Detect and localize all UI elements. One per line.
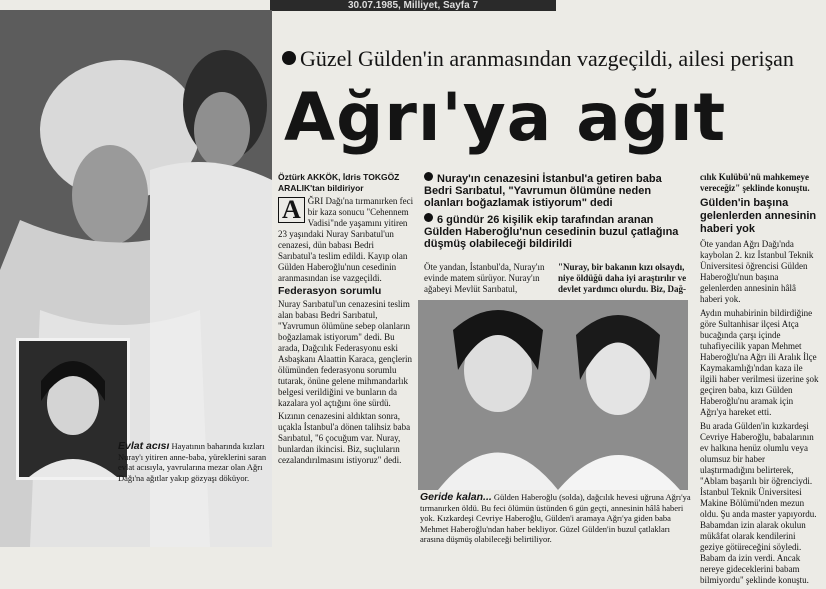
right-paragraph-3: Bu arada Gülden'in kızkardeşi Cevriye Haberoğlu, babalarının ev halkına henüz olumlu veya olumsuz bir haber ulaştırmadığını belirterek, "Ablam başarılı bir öğrenciydi. İstanbul Teknik Üniversitesi Makine Bölümü'nden mezun oldu. Şu anda master yapıyordu. Babamdan izin alarak okulun mükâfat olarak kendilerini geziye götüreceğini söyledi. Babam da izin verdi. Ancak nereye gideceklerini babam bilmiyordu" şeklinde konuştu.	[700, 421, 817, 585]
subhead-gulden: Gülden'in başına gelenlerden annesinin haberi yok	[700, 197, 817, 235]
kicker-line	[282, 46, 822, 72]
lead-paragraph: A ĞRI Dağı'na tırmanırken feci bir kaza sonucu "Cehennem Vadisi"nde yaşamını yitiren 23 yaşındaki Nuray Sarıbatul'un cenazesi, dün babası Bedri Sarıbatul'a teslim edildi. Kayıp olan Gülden Haberoğlu'nun cesedinin aranmasından ise vazgeçildi.	[278, 195, 414, 283]
caption-text: Hayatının baharında kızları Nuray'ı yitiren anne-baba, yüreklerini saran evlat acısıyla, yavrularına mezar olan Ağrı Dağı'na ağıtlar yakıp gözyaşı döküyor.	[118, 441, 267, 483]
bullet-icon	[282, 51, 296, 65]
photo-two-girls	[418, 300, 688, 490]
kicker-text: Güzel Gülden'in aranmasından vazgeçildi, ailesi perişan	[300, 46, 794, 71]
inset-portrait-nuray	[16, 338, 130, 480]
right-text-column	[700, 172, 820, 589]
body-paragraph-2: Kızının cenazesini aldıktan sonra, uçakla İstanbul'a dönen talihsiz baba Sarıbatul, "6 çocuğum var. Nuray, bunlardan ikincisi. Biz, suçluların cezalandırılmasını istiyoruz" dedi.	[278, 411, 411, 465]
right-paragraph-1: Öte yandan Ağrı Dağı'nda kaybolan 2. kız İstanbul Teknik Üniversitesi öğrencisi Gülden Haberoğlu'nun başına gelenlerden annesinin hâlâ haberi yok.	[700, 239, 814, 304]
caption-evlat-acisi	[118, 441, 270, 483]
byline: Öztürk AKKÖK, İdris TOKGÖZ ARALIK'tan bildiriyor	[278, 172, 400, 193]
right-top-paragraph: cılık Kulübü'nü mahkemeye vereceğiz" şeklinde konuştu.	[700, 172, 810, 193]
headline: Ağrı'ya ağıt	[284, 79, 727, 156]
body-paragraph-3: Öte yandan, İstanbul'da, Nuray'ın evinde matem sürüyor. Nuray'ın ağabeyi Mevlüt Sarıbatul,	[424, 262, 545, 294]
body-paragraph-4: "Nuray, bir bakanın kızı olsaydı, niye öldüğü daha iyi araştırılır ve devlet yardımcı olurdu. Biz, Dağ-	[558, 262, 687, 294]
caption-geride-kalan	[420, 492, 692, 545]
caption-title: Geride kalan...	[420, 491, 492, 503]
bullet-icon	[424, 172, 433, 181]
left-text-column	[278, 172, 414, 468]
blurb-1: Nuray'ın cenazesini İstanbul'a getiren baba Bedri Sarıbatul, "Yavrumun ölümüne neden olanları boğazlamak istiyorum" dedi	[424, 173, 662, 209]
blurb-2: 6 gündür 26 kişilik ekip tarafından aranan Gülden Haberoğlu'nun cesedinin buzul çatlağına düşmüş olabileceği bildirildi	[424, 214, 679, 250]
mid-column-2	[558, 262, 692, 297]
bullet-icon	[424, 213, 433, 222]
dateline: 30.07.1985, Milliyet, Sayfa 7	[270, 0, 556, 11]
caption-text: Gülden Haberoğlu (solda), dağcılık hevesi uğruna Ağrı'ya tırmanırken öldü. Bu feci ölümün üstünden 6 gün geçti, annesinin hâlâ haberi yok. Kızkardeşi Cevriye Haberoğlu, Gülden'i aramaya Ağrı'ya giden baba Mehmet Haberoğlu'ndan haber bekliyor. Güzel Gülden'in buzul çatlakları arasına düşmüş olabileceği belirtiliyor.	[420, 492, 691, 544]
subhead-federasyon: Federasyon sorumlu	[278, 285, 382, 297]
caption-title: Evlat acısı	[118, 440, 170, 452]
body-paragraph-1: Nuray Sarıbatul'un cenazesini teslim alan babası Bedri Sarıbatul, "Yavrumun ölümüne sebep olanların boğazlamak istiyorum" dedi. Bu arada, Dağcılık Federasyonu eski Asbaşkanı Alaattin Karaca, gençlerin ölümünden federasyonu sorumlu tutarak, önüne gelene mihmandarlık belgesi verildiğini ve bunların da kazalara yol açtığını öne sürdü.	[278, 299, 412, 408]
right-paragraph-2: Aydın muhabirinin bildirdiğine göre Sultanhisar ilçesi Atça bucağında çarşı içinde tuhafiyecilik yapan Mehmet Haberoğlu'na Ağrı ili Aralık İlçe Kaymakamlığı'ndan kaza ile ilgili haber verilmesi üzerine şok geçiren baba, kızı Gülden Haberoğlu'nu aramak için Ağrı'ya hareket etti.	[700, 308, 819, 417]
dropcap: A	[278, 197, 305, 223]
mid-column-1	[424, 262, 552, 297]
